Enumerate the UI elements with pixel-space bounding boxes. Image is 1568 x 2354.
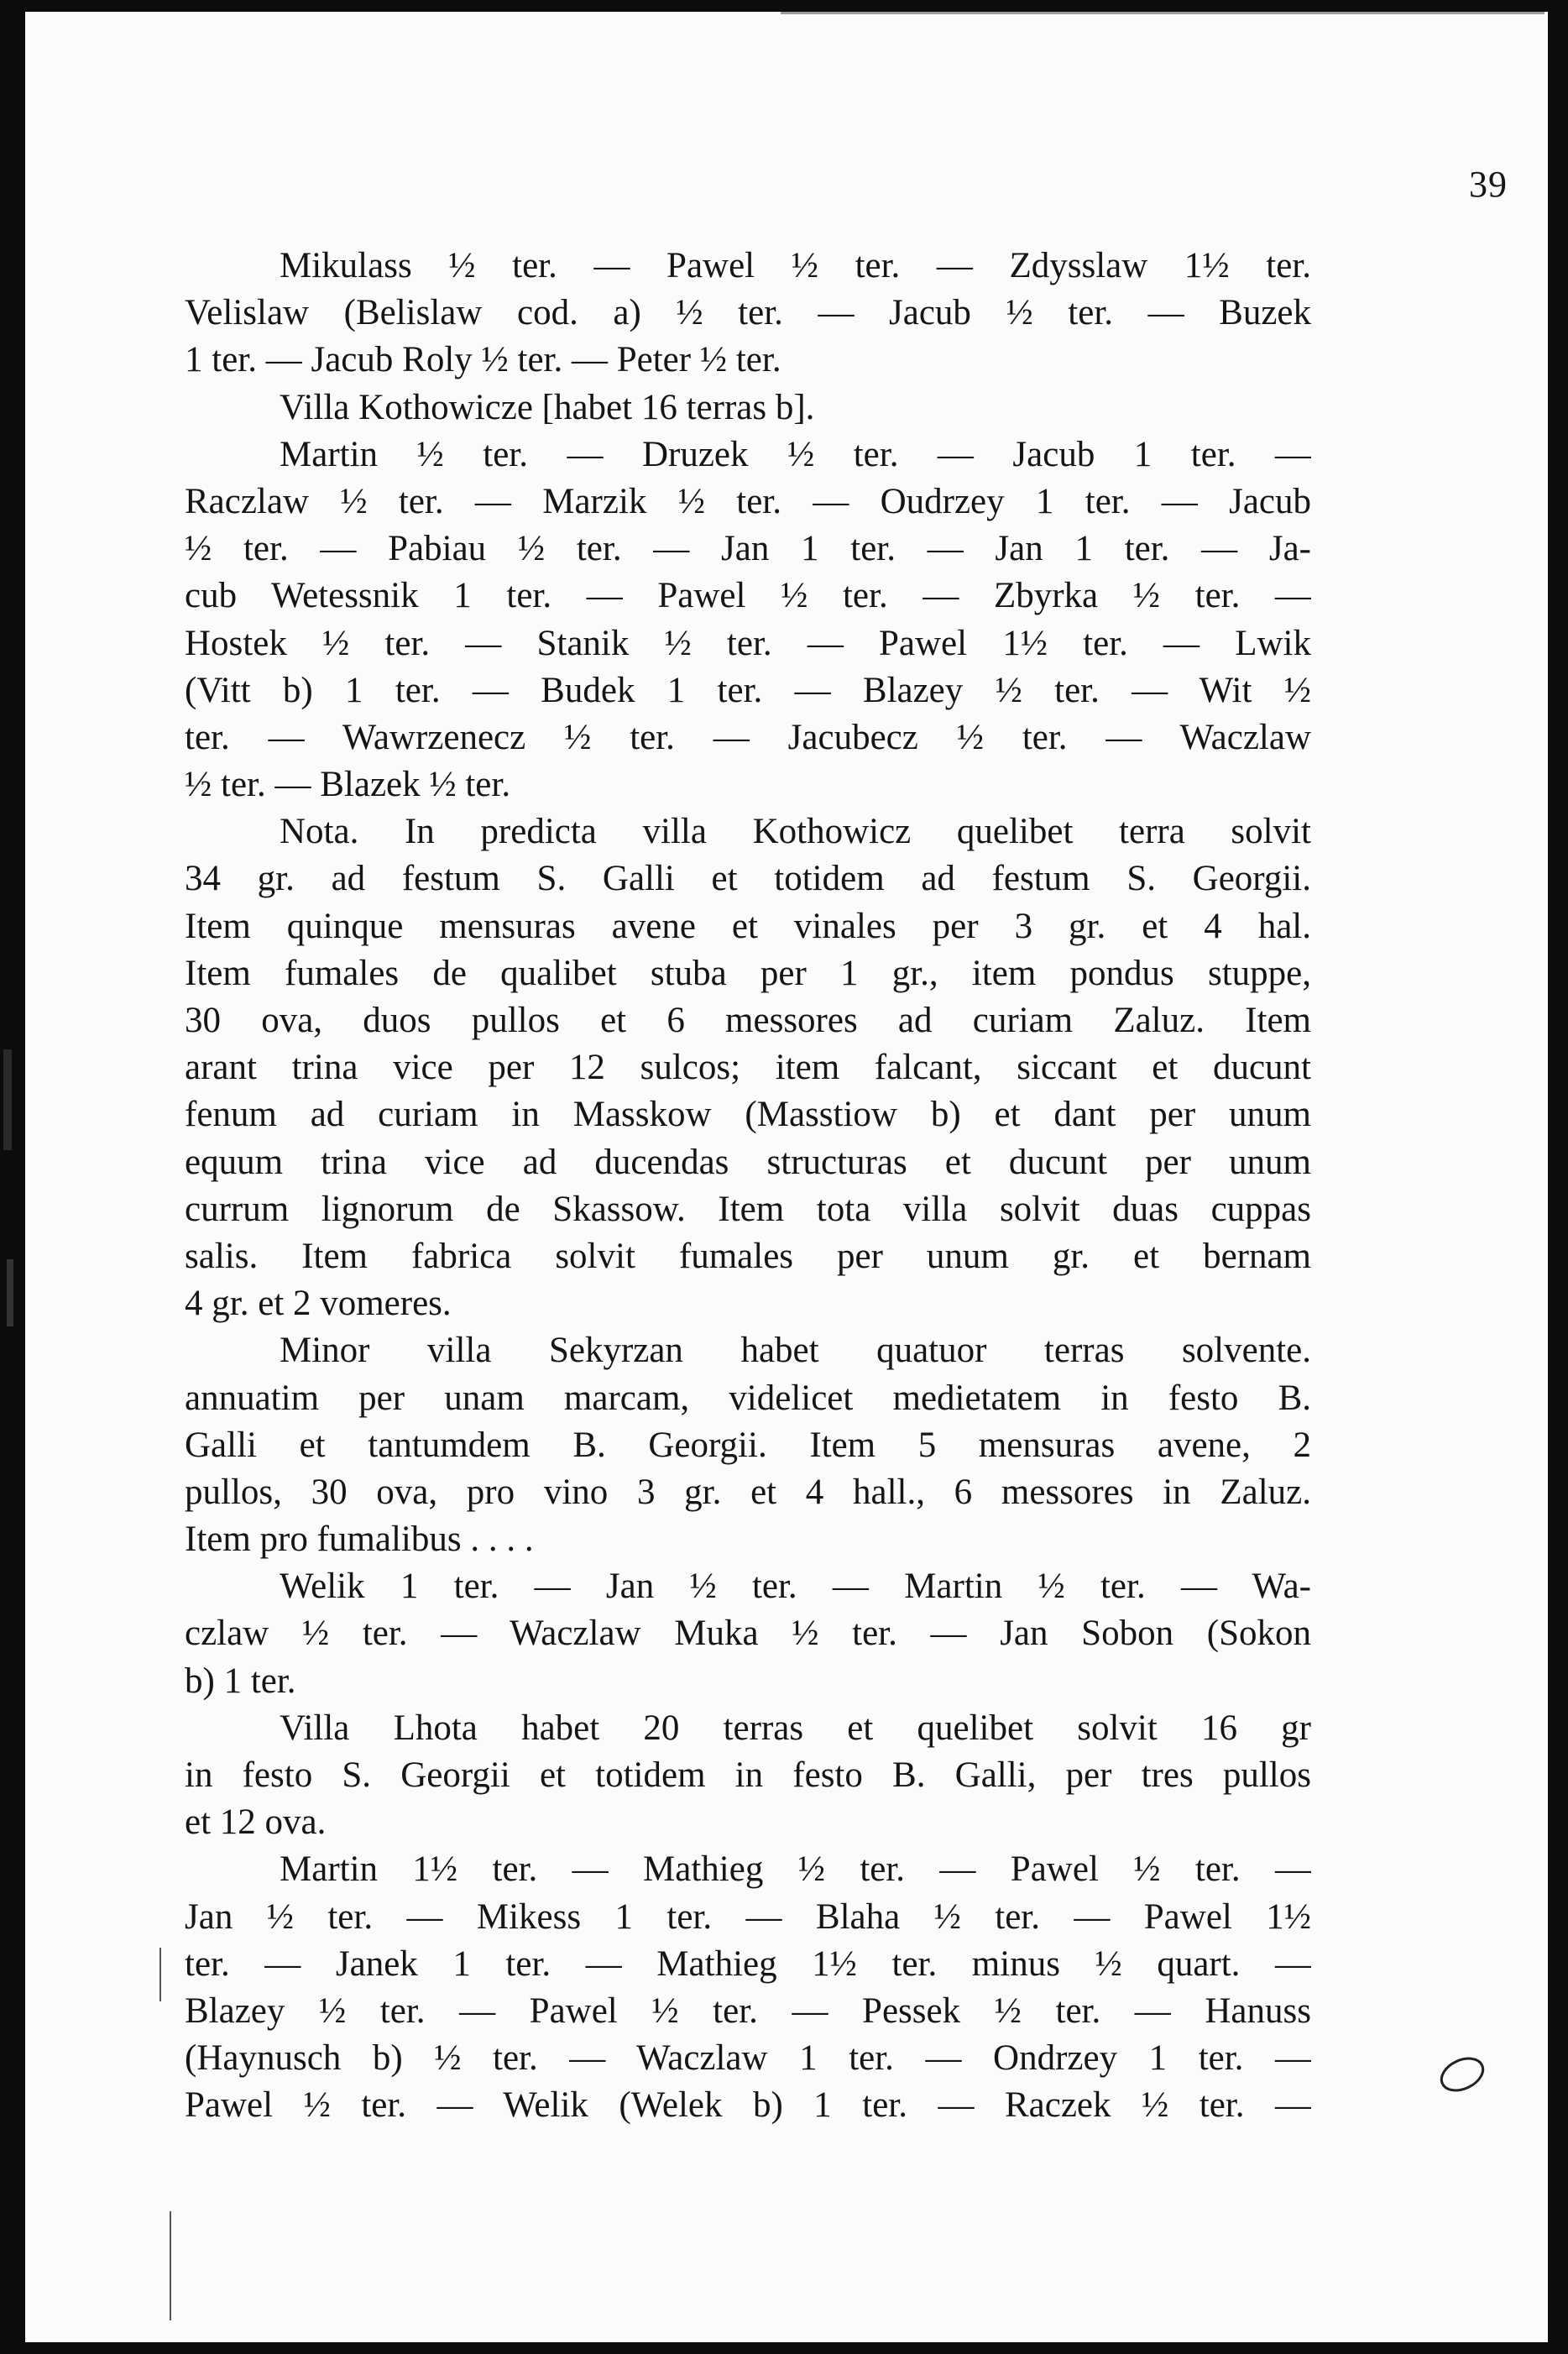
text-line: et 12 ova. [185, 1802, 327, 1843]
margin-pencil-line [159, 1948, 161, 2001]
text-line: Item fumales de qualibet stuba per 1 gr., item pondus stuppe, [185, 953, 1311, 993]
text-line: 34 gr. ad festum S. Galli et totidem ad festum S. Georgii. [185, 859, 1311, 899]
text-line: Item quinque mensuras avene et vinales per 3 gr. et 4 hal. [185, 906, 1311, 946]
text-line: Hostek ½ ter. — Stanik ½ ter. — Pawel 1½ ter. — Lwik [185, 623, 1311, 663]
text-line: Raczlaw ½ ter. — Marzik ½ ter. — Oudrzey 1 ter. — Jacub [185, 481, 1311, 521]
text-line: 1 ter. — Jacub Roly ½ ter. — Peter ½ ter. [185, 340, 781, 380]
text-line: Nota. In predicta villa Kothowicz quelibet terra solvit [280, 812, 1311, 852]
top-edge-rule [781, 12, 1544, 14]
text-line: Mikulass ½ ter. — Pawel ½ ter. — Zdysslaw 1½ ter. [280, 246, 1311, 285]
text-line: Blazey ½ ter. — Pawel ½ ter. — Pessek ½ ter. — Hanuss [185, 1990, 1311, 2031]
text-line: annuatim per unam marcam, videlicet medietatem in festo B. [185, 1378, 1311, 1418]
binding-edge [7, 1259, 13, 1326]
text-line: cub Wetessnik 1 ter. — Pawel ½ ter. — Zbyrka ½ ter. — [185, 576, 1311, 616]
text-line: fenum ad curiam in Masskow (Masstiow b) et dant per unum [185, 1095, 1311, 1135]
text-line: Martin ½ ter. — Druzek ½ ter. — Jacub 1 ter. — [280, 434, 1311, 474]
text-line: Villa Kothowicze [habet 16 terras b]. [280, 387, 815, 427]
text-line: arant trina vice per 12 sulcos; item falcant, siccant et ducunt [185, 1048, 1311, 1088]
text-line: Item pro fumalibus . . . . [185, 1520, 534, 1560]
text-line: Jan ½ ter. — Mikess 1 ter. — Blaha ½ ter. — Pawel 1½ [185, 1896, 1311, 1937]
text-line: ter. — Wawrzenecz ½ ter. — Jacubecz ½ ter. — Waczlaw [185, 717, 1311, 757]
text-line: pullos, 30 ova, pro vino 3 gr. et 4 hall., 6 messores in Zaluz. [185, 1472, 1311, 1512]
text-line: 30 ova, duos pullos et 6 messores ad curiam Zaluz. Item [185, 1001, 1311, 1040]
page-number: 39 [1469, 164, 1508, 205]
binding-edge [3, 1049, 12, 1150]
text-line: czlaw ½ ter. — Waczlaw Muka ½ ter. — Jan Sobon (Sokon [185, 1614, 1311, 1654]
text-line: ½ ter. — Blazek ½ ter. [185, 765, 511, 805]
margin-pencil-line [170, 2211, 171, 2320]
body-text [185, 243, 1311, 2130]
text-line: Pawel ½ ter. — Welik (Welek b) 1 ter. — Raczek ½ ter. — [185, 2085, 1311, 2126]
margin-circle-mark [1435, 2053, 1489, 2095]
text-line: Welik 1 ter. — Jan ½ ter. — Martin ½ ter. — Wa- [280, 1567, 1311, 1607]
text-line: in festo S. Georgii et totidem in festo B. Galli, per tres pullos [185, 1755, 1311, 1795]
text-line: Galli et tantumdem B. Georgii. Item 5 mensuras avene, 2 [185, 1425, 1311, 1465]
text-line: Minor villa Sekyrzan habet quatuor terras solvente. [280, 1331, 1311, 1371]
text-line: 4 gr. et 2 vomeres. [185, 1284, 452, 1324]
text-line: (Vitt b) 1 ter. — Budek 1 ter. — Blazey ½ ter. — Wit ½ [185, 670, 1311, 710]
text-line: ter. — Janek 1 ter. — Mathieg 1½ ter. minus ½ quart. — [185, 1943, 1311, 1984]
text-line: Velislaw (Belislaw cod. a) ½ ter. — Jacub ½ ter. — Buzek [185, 293, 1311, 333]
text-line: equum trina vice ad ducendas structuras et ducunt per unum [185, 1142, 1311, 1182]
text-line: Martin 1½ ter. — Mathieg ½ ter. — Pawel ½ ter. — [280, 1849, 1311, 1890]
text-line: salis. Item fabrica solvit fumales per unum gr. et bernam [185, 1236, 1311, 1276]
text-line: ½ ter. — Pabiau ½ ter. — Jan 1 ter. — Jan 1 ter. — Ja- [185, 529, 1311, 569]
text-line: Villa Lhota habet 20 terras et quelibet solvit 16 gr [280, 1708, 1311, 1748]
text-line: b) 1 ter. [185, 1661, 296, 1701]
text-line: currum lignorum de Skassow. Item tota villa solvit duas cuppas [185, 1189, 1311, 1229]
text-line: (Haynusch b) ½ ter. — Waczlaw 1 ter. — Ondrzey 1 ter. — [185, 2038, 1311, 2079]
scanned-page [25, 12, 1548, 2342]
